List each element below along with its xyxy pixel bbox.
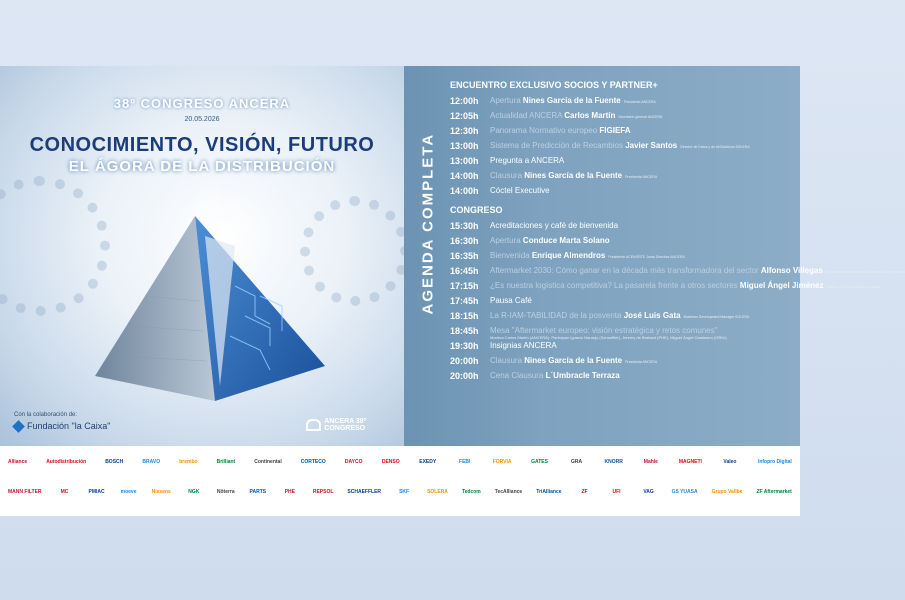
session-time: 12:05h [450, 111, 479, 121]
headline-primary: CONOCIMIENTO, VISIÓN, FUTURO [29, 134, 375, 156]
agenda-row [450, 156, 796, 171]
sponsor-logo: ZF Aftermarket [756, 489, 792, 495]
session-speaker: FIGIEFA [599, 126, 631, 135]
session-topic: Apertura [490, 96, 521, 105]
speaker-role: Director ONI Consultoría Logística [826, 285, 880, 289]
session-topic: Aftermarket 2030: Cómo ganar en la década más transformadora del sector [490, 266, 759, 275]
session-time: 13:00h [450, 156, 479, 166]
speaker-role: Business Development Manager SOLERA [683, 315, 750, 319]
session-speaker: Javier Santos [625, 141, 678, 150]
session-topic: Apertura [490, 236, 521, 245]
agenda-row [450, 111, 796, 126]
session-speaker: Carlos Martín [564, 111, 616, 120]
session-participants: Modera Carlos Martín (ANCERA). Participan Ignacio Naranjo (Schaeffler), Jeremy de Brabant (PHE), Miguel Ángel Castanero (GRIU) [490, 335, 727, 340]
session-speaker: Nines García de la Fuente [524, 356, 623, 365]
session-content [490, 221, 618, 230]
sponsor-logo: BRAVO [142, 459, 161, 465]
session-time: 16:30h [450, 236, 479, 246]
session-topic: Actualidad ANCERA [490, 111, 563, 120]
sponsor-logo: Autodistribución [46, 459, 87, 465]
section-title-congress: CONGRESO [450, 205, 503, 215]
session-time: 18:15h [450, 311, 479, 321]
session-content [490, 111, 662, 122]
sponsor-logo: VAG [643, 489, 654, 495]
session-topic: Mesa "Aftermarket europeo: visión estratégica y retos comunes" [490, 326, 718, 335]
sponsor-logo: TecAlliance [494, 489, 523, 495]
session-speaker: Conduce Marta Solano [522, 236, 610, 245]
agenda-row [450, 186, 796, 201]
sponsor-logo: DENSO [381, 459, 400, 465]
session-topic: Sistema de Predicción de Recambios [490, 141, 623, 150]
pyramid-illustration [85, 176, 335, 406]
session-content [490, 141, 750, 152]
sponsor-logo: EXEDY [419, 459, 437, 465]
sponsor-logo: Nissens [151, 489, 171, 495]
session-time: 14:00h [450, 186, 479, 196]
sponsor-logo: CORTECO [300, 459, 326, 465]
sponsor-logo: GATES [531, 459, 548, 465]
session-speaker: José Luis Gata [623, 311, 681, 320]
session-topic: ¿Es nuestra logística competitiva? La pasarela frente a otros sectores [490, 281, 738, 290]
session-content [490, 281, 880, 292]
sponsor-logo: MC [60, 489, 69, 495]
sponsor-row-bottom [6, 488, 794, 496]
caixa-star-icon [12, 420, 25, 433]
speaker-role: Presidenta ANCERA [625, 360, 658, 364]
speaker-role: Presidente ACENORTE Junta Directiva ANCERA [608, 255, 685, 259]
sponsor-logo: Continental [254, 459, 282, 465]
agenda-row [450, 126, 796, 141]
headline-secondary: EL ÁGORA DE LA DISTRIBUCIÓN [68, 158, 336, 175]
session-content [490, 156, 564, 165]
sponsor-logo: TriAlliance [536, 489, 562, 495]
poster-hero [0, 66, 404, 446]
session-time: 14:00h [450, 171, 479, 181]
sponsor-logo: MANN FILTER [8, 489, 42, 495]
session-speaker: Nines García de la Fuente [522, 96, 621, 105]
sponsor-logo: NGK [188, 489, 200, 495]
session-content [490, 371, 620, 380]
session-topic: Clausura [490, 171, 523, 180]
session-topic: Clausura [490, 356, 523, 365]
collab-org-name: Fundación "la Caixa" [27, 421, 111, 431]
agenda-row [450, 296, 796, 311]
session-time: 13:00h [450, 141, 479, 151]
session-content [490, 356, 657, 367]
session-content [490, 171, 657, 182]
congress-logo [306, 418, 404, 432]
sponsor-row-top [6, 458, 794, 466]
sponsor-logo: Mahle [643, 459, 658, 465]
agenda-row [450, 251, 796, 266]
sponsor-logo: PARTS [249, 489, 267, 495]
sponsor-logo: DAYCO [344, 459, 363, 465]
sponsor-strip [0, 446, 800, 516]
sponsor-logo: brembo [179, 459, 198, 465]
session-time: 17:45h [450, 296, 479, 306]
session-content [490, 341, 557, 350]
sponsor-logo: REPSOL [312, 489, 334, 495]
session-time: 16:45h [450, 266, 479, 276]
session-content [490, 251, 685, 262]
session-content [490, 186, 550, 195]
session-topic: Cóctel Executive [490, 186, 550, 195]
sponsor-logo: Tedcom [461, 489, 481, 495]
agenda-row [450, 236, 796, 251]
sponsor-logo: moeve [120, 489, 137, 495]
agenda-list [450, 80, 905, 386]
sponsor-logo: FORVIA [492, 459, 512, 465]
exclusive-session-list [450, 96, 796, 201]
session-content [490, 266, 905, 277]
speaker-role: Director de Datos y de AI/Solutions SOLERA [680, 145, 750, 149]
session-time: 16:35h [450, 251, 479, 261]
collab-organization [14, 421, 110, 431]
agenda-row [450, 281, 880, 296]
poster [0, 66, 905, 516]
collaboration-block [14, 412, 110, 431]
agenda-vertical-title: AGENDA COMPLETA [419, 132, 437, 315]
collab-label: Con la colaboración de: [14, 412, 78, 418]
session-topic: Pregunta a ANCERA [490, 156, 565, 165]
session-topic: Bienvenida [490, 251, 530, 260]
sponsor-logo: Brilliant [216, 459, 236, 465]
sponsor-logo: PHE [284, 489, 295, 495]
session-topic: Pausa Café [490, 296, 532, 305]
session-time: 17:15h [450, 281, 479, 291]
congress-date: 20.05.2026 [184, 116, 220, 123]
session-time: 20:00h [450, 371, 479, 381]
agenda-row [450, 356, 796, 371]
agenda-row [450, 221, 796, 236]
sponsor-logo: ZF [581, 489, 588, 495]
session-time: 12:00h [450, 96, 479, 106]
sponsor-logo: Valeo [723, 459, 737, 465]
agenda-row [450, 141, 796, 156]
session-content [490, 236, 610, 245]
session-speaker: L´Umbracle Terraza [545, 371, 620, 380]
session-time: 19:30h [450, 341, 479, 351]
session-time: 15:30h [450, 221, 479, 231]
ancera-logo-icon [306, 419, 321, 431]
sponsor-logo: Infopro Digital [757, 459, 792, 465]
session-speaker: Enrique Almendros [531, 251, 606, 260]
session-topic: La R-IAM-TABILIDAD de la posventa [490, 311, 622, 320]
session-content [490, 96, 656, 107]
agenda-row [450, 326, 796, 341]
speaker-role: Presidenta ANCERA [623, 100, 656, 104]
session-topic: Insignias ANCERA [490, 341, 557, 350]
agenda-row [450, 311, 796, 326]
sponsor-logo: MAGNETI [678, 459, 702, 465]
congress-session-list [450, 221, 905, 386]
agenda-row [450, 171, 796, 186]
session-time: 12:30h [450, 126, 479, 136]
session-topic: Cena Clausura [490, 371, 544, 380]
agenda-row [450, 96, 796, 111]
congress-logo-text: ANCERA 38º CONGRESO [324, 418, 367, 432]
speaker-role: Executive Director Simon & Handy Trading Limited [825, 270, 905, 274]
session-time: 20:00h [450, 356, 479, 366]
session-topic: Acreditaciones y café de bienvenida [490, 221, 619, 230]
session-content [490, 326, 727, 341]
session-content [490, 126, 631, 135]
session-topic: Panorama Normativo europeo [490, 126, 598, 135]
sponsor-logo: Grupo Vallbe [711, 489, 743, 495]
sponsor-logo: Alliance [8, 459, 28, 465]
agenda-row [450, 371, 796, 386]
sponsor-logo: SOLERA [427, 489, 448, 495]
sponsor-logo: UFI [612, 489, 621, 495]
sponsor-logo: BOSCH [105, 459, 124, 465]
sponsor-logo: KNORR [604, 459, 623, 465]
sponsor-logo: SCHAEFFLER [347, 489, 382, 495]
session-speaker: Alfonso Villegas [760, 266, 823, 275]
session-speaker: Miguel Ángel Jiménez [739, 281, 824, 290]
sponsor-logo: Nöterra [216, 489, 235, 495]
speaker-role: Secretario general ANCERA [618, 115, 663, 119]
sponsor-logo: GS YUASA [671, 489, 698, 495]
session-content [490, 296, 532, 305]
congress-title: 38º CONGRESO ANCERA [113, 96, 291, 111]
speaker-role: Presidenta ANCERA [625, 175, 658, 179]
agenda-panel [404, 66, 905, 446]
section-title-exclusive: ENCUENTRO EXCLUSIVO SOCIOS Y PARTNER+ [450, 80, 658, 90]
session-speaker: Nines García de la Fuente [524, 171, 623, 180]
agenda-row [450, 341, 796, 356]
sponsor-logo: SKF [399, 489, 410, 495]
agenda-row [450, 266, 905, 281]
sponsor-logo: FEBI [459, 459, 471, 465]
session-time: 18:45h [450, 326, 479, 336]
sponsor-logo: GRA [570, 459, 583, 465]
sponsor-logo: PMIAC [88, 489, 105, 495]
session-content [490, 311, 749, 322]
